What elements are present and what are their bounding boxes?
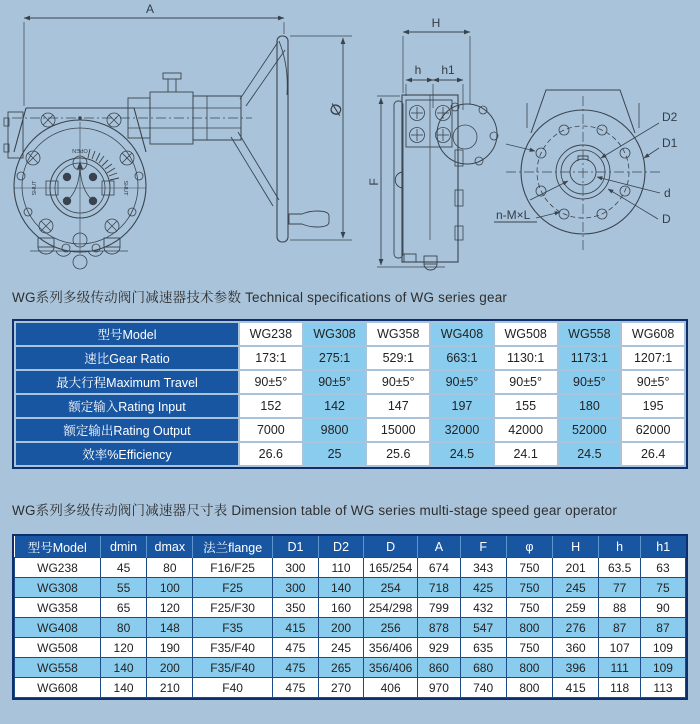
spec-cell: 663:1: [431, 347, 493, 369]
dim-cell: 80: [100, 618, 146, 638]
dim-cell: 878: [418, 618, 460, 638]
dim-cell: 929: [418, 638, 460, 658]
spec-table-row: [16, 347, 684, 369]
spec-cell: 32000: [431, 419, 493, 441]
dim-cell: 109: [640, 658, 685, 678]
dim-cell: 800: [506, 618, 552, 638]
dim-header-cell: dmax: [147, 536, 193, 558]
dim-cell: 300: [272, 558, 318, 578]
dim-cell: WG308: [15, 578, 101, 598]
spec-table-row: [16, 371, 684, 393]
spec-table: [12, 319, 688, 469]
spec-cell: 25: [304, 443, 366, 465]
dim-header-cell: H: [553, 536, 599, 558]
side-view-drawing: [367, 16, 498, 270]
dim-cell: 350: [272, 598, 318, 618]
spec-cell: 9800: [304, 419, 366, 441]
spec-table-row: [16, 443, 684, 465]
spec-cell: WG238: [240, 323, 302, 345]
dim-h-small-label: h: [414, 63, 422, 77]
spec-cell: 180: [559, 395, 621, 417]
dim-cell: 475: [272, 658, 318, 678]
dim-cell: 718: [418, 578, 460, 598]
dim-cell: 120: [147, 598, 193, 618]
dim-cell: 360: [553, 638, 599, 658]
dim-cell: 160: [319, 598, 364, 618]
dim-cell: 750: [506, 598, 552, 618]
dim-cell: 111: [599, 658, 641, 678]
spec-cell: WG308: [304, 323, 366, 345]
dial-open-label: OPEN: [72, 147, 88, 153]
dim-cell: WG508: [15, 638, 101, 658]
technical-drawing: [0, 0, 700, 282]
dim-cell: 165/254: [364, 558, 418, 578]
dim-cell: 475: [272, 678, 318, 698]
dim-cell: 254: [364, 578, 418, 598]
dim-cell: 148: [147, 618, 193, 638]
dim-cell: 356/406: [364, 638, 418, 658]
dim-cell: 140: [319, 578, 364, 598]
spec-row-label: 最大行程Maximum Travel: [16, 371, 238, 393]
dim-cell: 343: [460, 558, 506, 578]
dim-phi-label: Ø: [326, 101, 347, 119]
dim-cell: 256: [364, 618, 418, 638]
spec-cell: 25.6: [367, 443, 429, 465]
dim-cell: 210: [147, 678, 193, 698]
dim-d2-label: D2: [662, 110, 678, 124]
dim-cell: 200: [319, 618, 364, 638]
dimension-table: [12, 534, 688, 700]
spec-table-body: [16, 323, 684, 465]
dim-table-row: [15, 638, 686, 658]
dim-cell: F35: [193, 618, 272, 638]
spec-cell: 26.4: [622, 443, 684, 465]
dim-cell: 107: [599, 638, 641, 658]
spec-cell: 90±5°: [367, 371, 429, 393]
dim-header-cell: D1: [272, 536, 318, 558]
spec-cell: 195: [622, 395, 684, 417]
spec-cell: 90±5°: [304, 371, 366, 393]
spec-cell: WG358: [367, 323, 429, 345]
spec-table-row: [16, 323, 684, 345]
dim-cell: 970: [418, 678, 460, 698]
spec-cell: 90±5°: [559, 371, 621, 393]
dim-table-row: [15, 658, 686, 678]
dim-cell: 245: [553, 578, 599, 598]
spec-row-label: 效率%Efficiency: [16, 443, 238, 465]
dim-header-cell: dmin: [100, 536, 146, 558]
spec-cell: 52000: [559, 419, 621, 441]
dim-f-label: F: [367, 178, 381, 186]
dim-cell: WG408: [15, 618, 101, 638]
dim-cell: 77: [599, 578, 641, 598]
spec-cell: 152: [240, 395, 302, 417]
dim-cell: F35/F40: [193, 658, 272, 678]
dim-cell: WG358: [15, 598, 101, 618]
dim-cell: 270: [319, 678, 364, 698]
dim-cell: 87: [599, 618, 641, 638]
dim-cell: F25: [193, 578, 272, 598]
dial-shut-left-label: SHUT: [32, 180, 38, 196]
dim-cell: 406: [364, 678, 418, 698]
spec-cell: WG608: [622, 323, 684, 345]
dim-table-row: [15, 558, 686, 578]
dim-cell: 800: [506, 678, 552, 698]
dim-header-cell: D2: [319, 536, 364, 558]
dim-cell: 276: [553, 618, 599, 638]
dim-table-row: [15, 578, 686, 598]
dim-cell: 415: [553, 678, 599, 698]
spec-row-label: 额定输入Rating Input: [16, 395, 238, 417]
dim-d1-label: D1: [662, 136, 678, 150]
dim-cell: 110: [319, 558, 364, 578]
spec-cell: WG408: [431, 323, 493, 345]
dim-header-cell: h: [599, 536, 641, 558]
dim-table-row: [15, 678, 686, 698]
dim-cell: 259: [553, 598, 599, 618]
drawing-svg: [0, 0, 700, 282]
dim-cell: WG238: [15, 558, 101, 578]
dim-cell: 356/406: [364, 658, 418, 678]
dim-header-cell: D: [364, 536, 418, 558]
spec-cell: 24.5: [431, 443, 493, 465]
dim-header-cell: h1: [640, 536, 685, 558]
dim-h-big-label: H: [431, 16, 441, 30]
spec-cell: 42000: [495, 419, 557, 441]
dim-cell: 63.5: [599, 558, 641, 578]
dim-cell: WG558: [15, 658, 101, 678]
spec-cell: 1173:1: [559, 347, 621, 369]
dim-cell: 190: [147, 638, 193, 658]
spec-row-label: 额定输出Rating Output: [16, 419, 238, 441]
spec-cell: WG558: [559, 323, 621, 345]
spec-cell: 142: [304, 395, 366, 417]
spec-cell: 173:1: [240, 347, 302, 369]
dim-cell: 635: [460, 638, 506, 658]
spec-row-label: 速比Gear Ratio: [16, 347, 238, 369]
dim-header-cell: 型号Model: [15, 536, 101, 558]
dim-cell: 140: [100, 658, 146, 678]
dim-cell: 88: [599, 598, 641, 618]
dim-cell: 118: [599, 678, 641, 698]
dim-cell: 65: [100, 598, 146, 618]
spec-cell: 197: [431, 395, 493, 417]
spec-cell: 155: [495, 395, 557, 417]
dim-cell: 674: [418, 558, 460, 578]
spec-cell: 90±5°: [495, 371, 557, 393]
dim-cell: 109: [640, 638, 685, 658]
dim-cell: F40: [193, 678, 272, 698]
dim-cell: 120: [100, 638, 146, 658]
spec-cell: 529:1: [367, 347, 429, 369]
dial-shut-right-label: SHUT: [122, 180, 128, 196]
spec-table-row: [16, 419, 684, 441]
dim-table-body: [15, 558, 686, 698]
dim-header-row: [15, 536, 686, 558]
front-view-drawing: [4, 2, 352, 269]
dim-cell: 75: [640, 578, 685, 598]
spec-cell: 24.1: [495, 443, 557, 465]
dim-cell: 750: [506, 578, 552, 598]
spec-cell: 147: [367, 395, 429, 417]
dim-cell: 860: [418, 658, 460, 678]
spec-cell: 90±5°: [431, 371, 493, 393]
dim-h1-label: h1: [441, 63, 455, 77]
spec-cell: 24.5: [559, 443, 621, 465]
bolt-spec-label: n-M×L: [496, 208, 531, 222]
dim-cell: 800: [506, 658, 552, 678]
spec-cell: 7000: [240, 419, 302, 441]
spec-cell: 15000: [367, 419, 429, 441]
spec-table-row: [16, 395, 684, 417]
dim-cell: 100: [147, 578, 193, 598]
dim-cell: 750: [506, 558, 552, 578]
dim-cell: 396: [553, 658, 599, 678]
dim-cell: 547: [460, 618, 506, 638]
spec-row-label: 型号Model: [16, 323, 238, 345]
dim-cell: 201: [553, 558, 599, 578]
dim-cell: 140: [100, 678, 146, 698]
dim-cell: 87: [640, 618, 685, 638]
spec-cell: 1207:1: [622, 347, 684, 369]
dim-header-cell: 法兰flange: [193, 536, 272, 558]
dim-cell: F35/F40: [193, 638, 272, 658]
dim-cell: 55: [100, 578, 146, 598]
spec-cell: WG508: [495, 323, 557, 345]
dim-cell: 425: [460, 578, 506, 598]
dim-header-cell: A: [418, 536, 460, 558]
dim-table-title: WG系列多级传动阀门减速器尺寸表 Dimension table of WG series multi-stage speed gear operator: [12, 503, 618, 518]
dim-cell: F16/F25: [193, 558, 272, 578]
dim-cell: 300: [272, 578, 318, 598]
dim-cell: 254/298: [364, 598, 418, 618]
dim-cell: 200: [147, 658, 193, 678]
dim-cell: 80: [147, 558, 193, 578]
spec-cell: 90±5°: [240, 371, 302, 393]
dim-cell: 680: [460, 658, 506, 678]
dim-cell: 265: [319, 658, 364, 678]
dim-a-label: A: [145, 2, 155, 16]
dim-header-cell: F: [460, 536, 506, 558]
dim-cell: 799: [418, 598, 460, 618]
dim-header-cell: φ: [506, 536, 552, 558]
dim-table-row: [15, 598, 686, 618]
spec-table-title: WG系列多级传动阀门减速器技术参数 Technical specifications of WG series gear: [12, 290, 508, 305]
dim-d-big-label: D: [662, 212, 671, 226]
spec-cell: 90±5°: [622, 371, 684, 393]
spec-cell: 275:1: [304, 347, 366, 369]
dim-cell: 750: [506, 638, 552, 658]
dim-d-small-label: d: [664, 186, 671, 200]
dim-table-row: [15, 618, 686, 638]
dim-cell: 113: [640, 678, 685, 698]
dim-cell: 415: [272, 618, 318, 638]
spec-cell: 62000: [622, 419, 684, 441]
dim-cell: WG608: [15, 678, 101, 698]
dim-cell: 245: [319, 638, 364, 658]
dim-cell: 63: [640, 558, 685, 578]
dim-cell: 90: [640, 598, 685, 618]
flange-view-drawing: [494, 90, 678, 252]
dim-cell: F25/F30: [193, 598, 272, 618]
dim-cell: 45: [100, 558, 146, 578]
dim-cell: 475: [272, 638, 318, 658]
spec-cell: 1130:1: [495, 347, 557, 369]
dim-cell: 432: [460, 598, 506, 618]
spec-cell: 26.6: [240, 443, 302, 465]
dim-cell: 740: [460, 678, 506, 698]
